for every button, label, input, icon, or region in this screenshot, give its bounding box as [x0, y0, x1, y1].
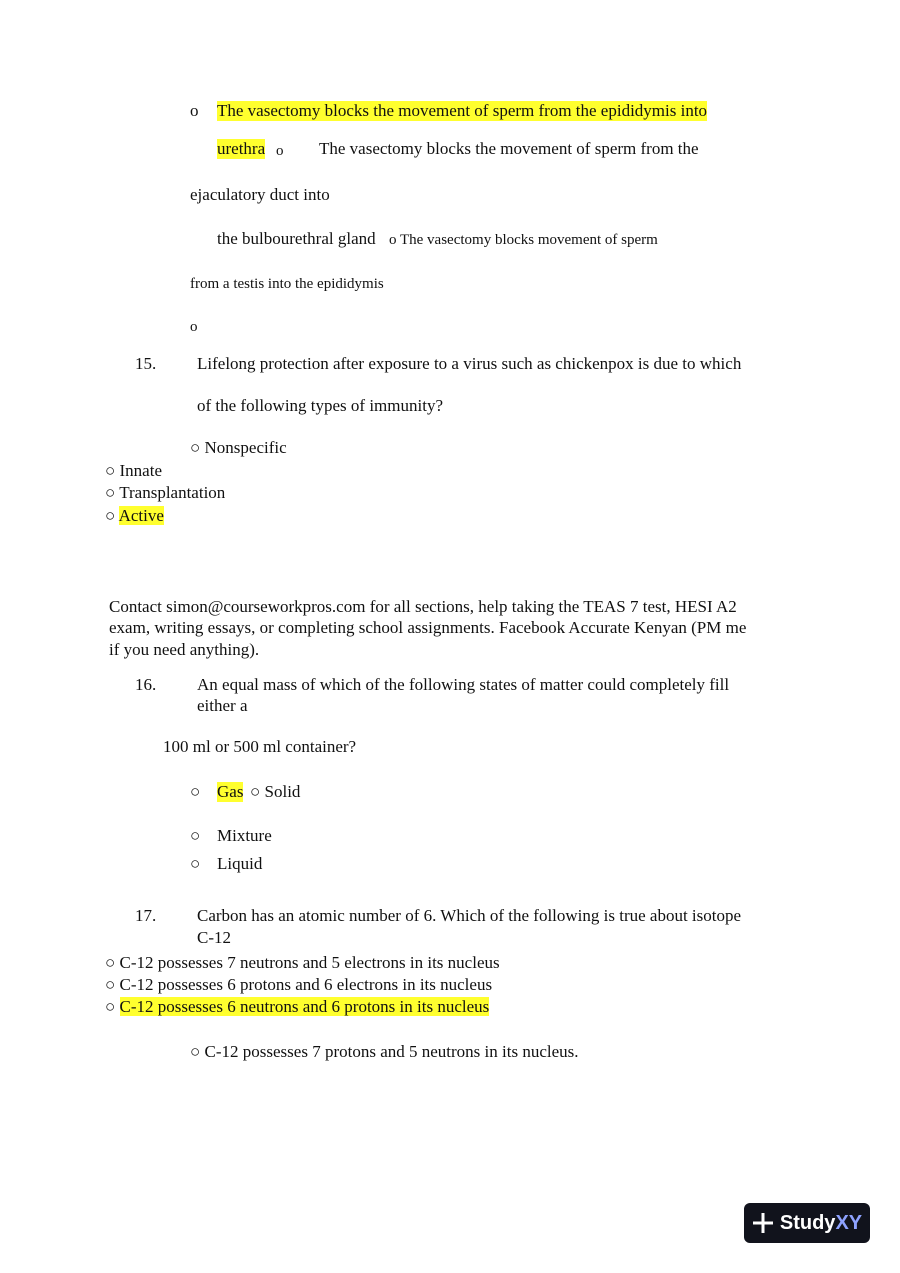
q15-option-nonspecific: ○ Nonspecific: [190, 438, 287, 457]
q16-option-solid: ○ Solid: [250, 782, 301, 801]
option-bullet: ○: [105, 997, 120, 1016]
q16-question-line1: An equal mass of which of the following states of matter could completely fill: [197, 675, 730, 694]
question-number: 17.: [135, 906, 157, 925]
option-bullet: o: [276, 143, 284, 159]
plus-icon: [752, 1212, 774, 1234]
option-bullet: ○: [190, 854, 201, 873]
contact-line1: Contact simon@courseworkpros.com for all sections, help taking the TEAS 7 test, HESI A2: [109, 597, 737, 616]
q17-option-3-text: C-12 possesses 6 neutrons and 6 protons in its nucleus: [119, 997, 490, 1016]
contact-line3: if you need anything).: [109, 640, 260, 659]
option-bullet: ○: [105, 506, 119, 525]
q16-option-liquid: Liquid: [217, 854, 263, 873]
option-bullet: o: [190, 319, 198, 335]
logo-text-xy: XY: [835, 1211, 863, 1234]
q17-option-1: ○ C-12 possesses 7 neutrons and 5 electrons in its nucleus: [105, 953, 500, 972]
q17-question-line2: C-12: [197, 928, 231, 947]
q14-option-correct-line2: urethra: [217, 139, 266, 158]
contact-line2: exam, writing essays, or completing school assignments. Facebook Accurate Kenyan (PM me: [109, 618, 747, 637]
q14-option-2-line2: ejaculatory duct into: [190, 185, 330, 204]
studyxy-logo[interactable]: [744, 1203, 870, 1243]
q16-option-mixture: Mixture: [217, 826, 272, 845]
question-number: 15.: [135, 354, 157, 373]
question-number: 16.: [135, 675, 157, 694]
q15-question-line1: Lifelong protection after exposure to a virus such as chickenpox is due to which: [197, 354, 742, 373]
option-bullet: ○: [190, 826, 201, 845]
q17-option-3: [105, 997, 489, 1017]
q16-question-line3: 100 ml or 500 ml container?: [163, 737, 357, 756]
q14-option-2-line1: The vasectomy blocks the movement of sperm from the: [319, 139, 699, 158]
q15-option-active-text: Active: [118, 506, 164, 525]
q16-question-line2: either a: [197, 696, 248, 715]
logo-text-study: Study: [779, 1211, 836, 1234]
q14-option-3-line2: from a testis into the epididymis: [190, 276, 384, 292]
q17-question-line1: Carbon has an atomic number of 6. Which of the following is true about isotope: [197, 906, 742, 925]
q14-option-correct-line1: The vasectomy blocks the movement of sperm from the epididymis into: [217, 101, 708, 120]
q15-question-line2: of the following types of immunity?: [197, 396, 443, 415]
option-bullet: o: [190, 101, 199, 120]
q14-option-3-line1: o The vasectomy blocks movement of sperm: [389, 232, 658, 248]
q17-option-4: ○ C-12 possesses 7 protons and 5 neutrons in its nucleus.: [190, 1042, 579, 1061]
q17-option-2: ○ C-12 possesses 6 protons and 6 electrons in its nucleus: [105, 975, 493, 994]
q14-option-2-line3: the bulbourethral gland: [217, 229, 376, 248]
q15-option-innate: ○ Innate: [105, 461, 162, 480]
q15-option-active: [105, 506, 164, 526]
option-bullet: ○: [190, 782, 201, 801]
q16-option-gas: Gas: [217, 782, 244, 801]
q15-option-transplantation: ○ Transplantation: [105, 483, 226, 502]
